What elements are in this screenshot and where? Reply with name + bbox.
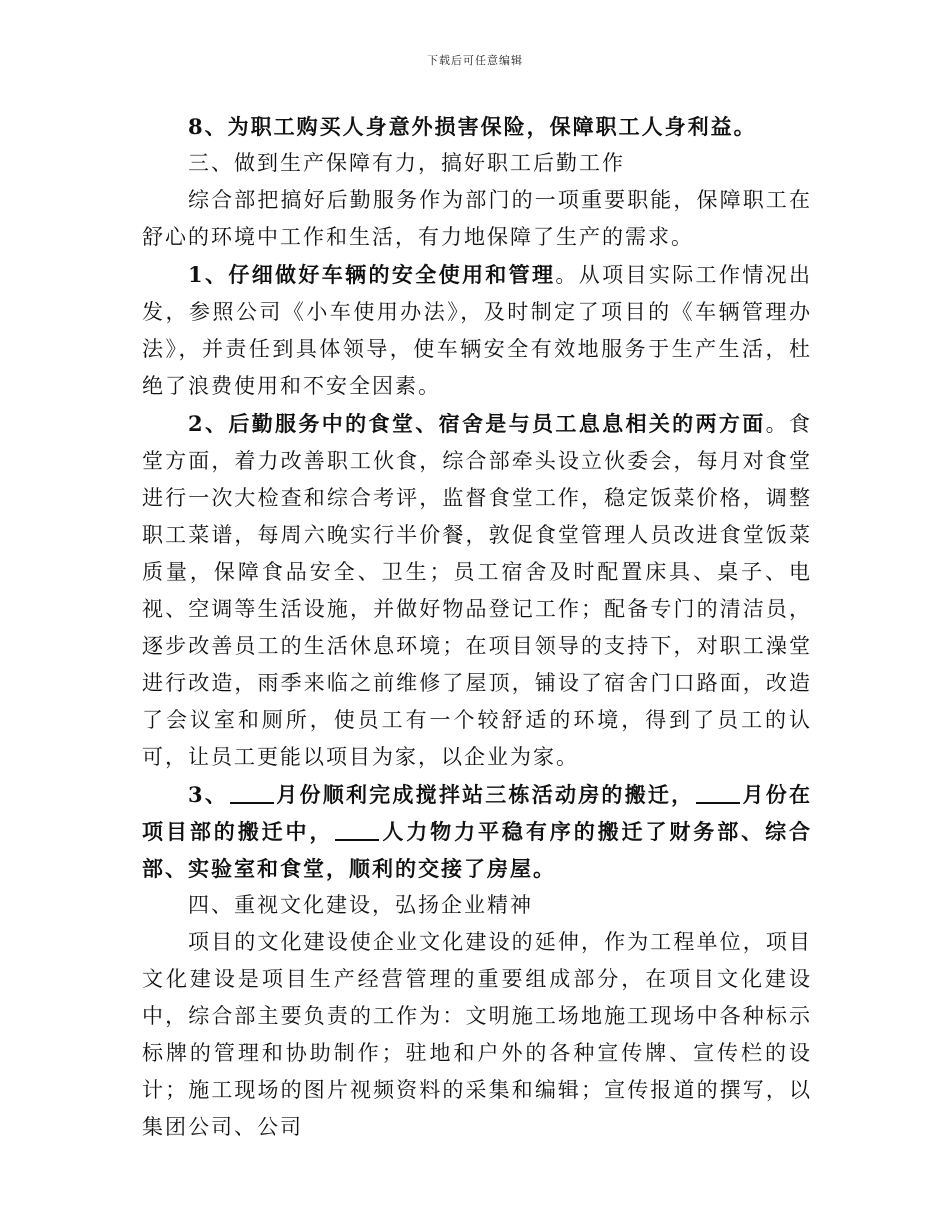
item-1-body: 。从项目实际工作情况出发，参照公司《小车使用办法》，及时制定了项目的《车辆管理办法》，并责任到具体领导，使车辆安全有效地服务于生产生活，杜绝了浪费使用和不安全因素。 xyxy=(142,263,812,398)
item-3-paragraph xyxy=(142,776,812,887)
item-1-paragraph xyxy=(142,256,812,405)
item-2-lead: 2、后勤服务中的食堂、宿舍是与员工息息相关的两方面 xyxy=(188,411,766,436)
item-3-part-1: 月份顺利完成搅拌站三栋活动房的搬迁， xyxy=(276,782,695,807)
section-4-body: 项目的文化建设使企业文化建设的延伸，作为工程单位，项目文化建设是项目生产经营管理的重要组成部分，在项目文化建设中，综合部主要负责的工作为：文明施工场地施工现场中各种标示标牌的管理和协助制作；驻地和户外的各种宣传牌、宣传栏的设计；施工现场的图片视频资料的采集和编辑；宣传报道的撰写，以集团公司、公司 xyxy=(142,930,812,1139)
document-body xyxy=(142,108,812,1146)
item-2-body: 。食堂方面，着力改善职工伙食，综合部牵头设立伙委会，每月对食堂进行一次大检查和综合考评，监督食堂工作，稳定饭菜价格，调整职工菜谱，每周六晚实行半价餐，敦促食堂管理人员改进食堂饭菜质量，保障食品安全、卫生；员工宿舍及时配置床具、桌子、电视、空调等生活设施，并做好物品登记工作；配备专门的清洁员，逐步改善员工的生活休息环境；在项目领导的支持下，对职工澡堂进行改造，雨季来临之前维修了屋顶，铺设了宿舍门口路面，改造了会议室和厕所，使员工有一个较舒适的环境，得到了员工的认可，让员工更能以项目为家，以企业为家。 xyxy=(142,412,812,769)
item-1-lead: 1、仔细做好车辆的安全使用和管理 xyxy=(188,262,556,287)
blank-line xyxy=(696,782,740,804)
item-2-paragraph xyxy=(142,405,812,776)
page-header-note: 下载后可任意编辑 xyxy=(427,54,523,67)
blank-line xyxy=(230,782,274,804)
item-3-part-3: 人力物力平稳有序的搬迁了财务部、综合部、实验室和食堂，顺利的交接了房屋。 xyxy=(142,819,813,881)
item-3-number: 3、 xyxy=(188,782,229,807)
blank-line xyxy=(335,819,379,841)
section-4-heading: 四、重视文化建设，弘扬企业精神 xyxy=(188,893,533,917)
item-8: 8、为职工购买人身意外损害保险，保障职工人身利益。 xyxy=(188,114,757,139)
section-3-heading: 三、做到生产保障有力，搞好职工后勤工作 xyxy=(188,151,625,175)
section-3-intro: 综合部把搞好后勤服务作为部门的一项重要职能，保障职工在舒心的环境中工作和生活，有力地保障了生产的需求。 xyxy=(142,188,812,249)
item-3-part-2: 月份在项目部的搬迁中， xyxy=(142,782,812,844)
